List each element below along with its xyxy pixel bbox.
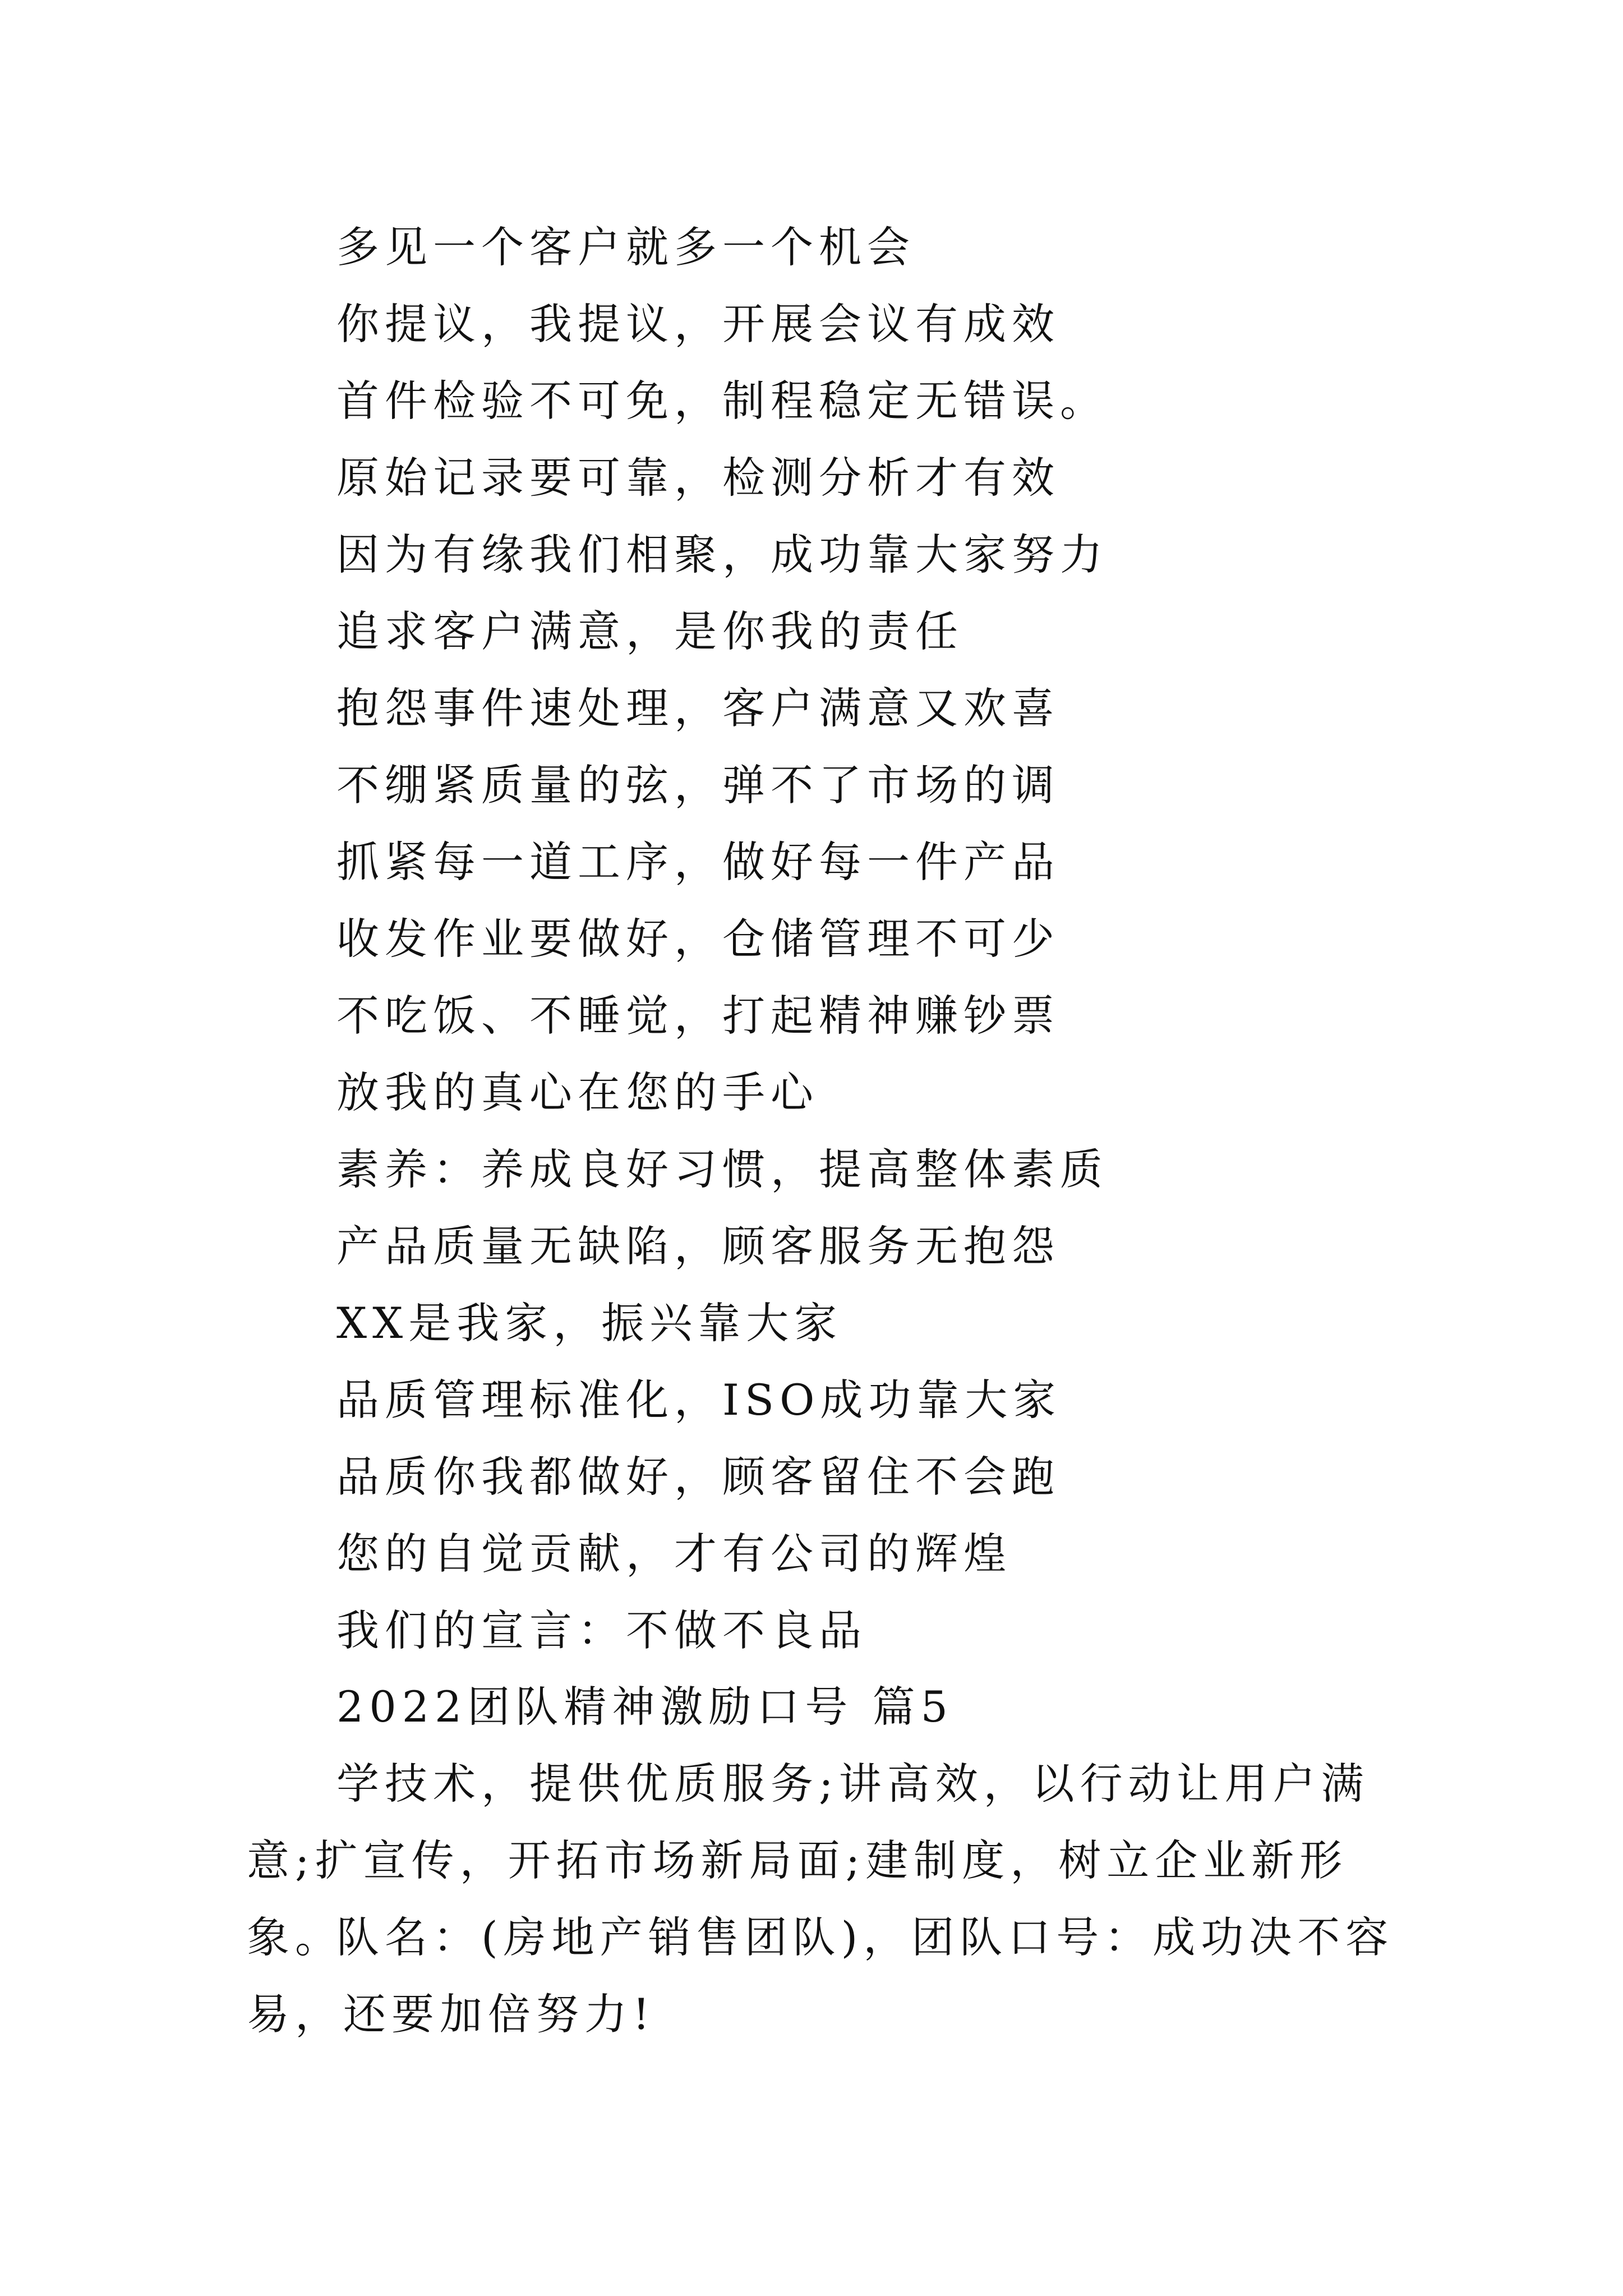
slogan-line: 素养：养成良好习惯，提高整体素质 <box>336 1144 1108 1194</box>
slogan-line: 首件检验不可免，制程稳定无错误。 <box>336 376 1108 426</box>
slogan-line: 你提议，我提议，开展会议有成效 <box>336 299 1060 349</box>
slogan-line: 产品质量无缺陷，顾客服务无抱怨 <box>336 1221 1060 1271</box>
slogan-list <box>336 209 1108 1669</box>
slogan-line: 收发作业要做好，仓储管理不可少 <box>336 914 1060 964</box>
slogan-line: 抱怨事件速处理，客户满意又欢喜 <box>336 683 1060 733</box>
slogan-line: 品质管理标准化，ISO成功靠大家 <box>336 1375 1062 1425</box>
slogan-line: XX是我家，振兴靠大家 <box>336 1298 843 1348</box>
slogan-line: 原始记录要可靠，检测分析才有效 <box>336 453 1060 503</box>
slogan-line: 放我的真心在您的手心 <box>336 1068 819 1117</box>
section-heading: 2022团队精神激励口号 篇5 <box>336 1682 953 1732</box>
slogan-line: 品质你我都做好，顾客留住不会跑 <box>336 1452 1060 1502</box>
slogan-line: 我们的宣言：不做不良品 <box>336 1605 867 1655</box>
slogan-line: 因为有缘我们相聚，成功靠大家努力 <box>336 530 1108 579</box>
slogan-line: 追求客户满意，是你我的责任 <box>336 606 963 656</box>
slogan-line: 抓紧每一道工序，做好每一件产品 <box>336 837 1060 887</box>
body-paragraph: 队名：(房地产销售团队)，团队口号：成功决不容易，还要加倍努力! <box>247 1912 1394 2039</box>
slogan-line: 不吃饭、不睡觉，打起精神赚钞票 <box>336 991 1060 1041</box>
slogan-line: 不绷紧质量的弦，弹不了市场的调 <box>336 760 1060 810</box>
slogan-line: 多见一个客户就多一个机会 <box>336 222 915 272</box>
slogan-line: 您的自觉贡献，才有公司的辉煌 <box>336 1529 1012 1579</box>
body-paragraph: 学技术，提供优质服务;讲高效，以行动让用户满意;扩宣传，开拓市场新局面;建制度，树立企业新形象。 <box>247 1759 1370 1962</box>
